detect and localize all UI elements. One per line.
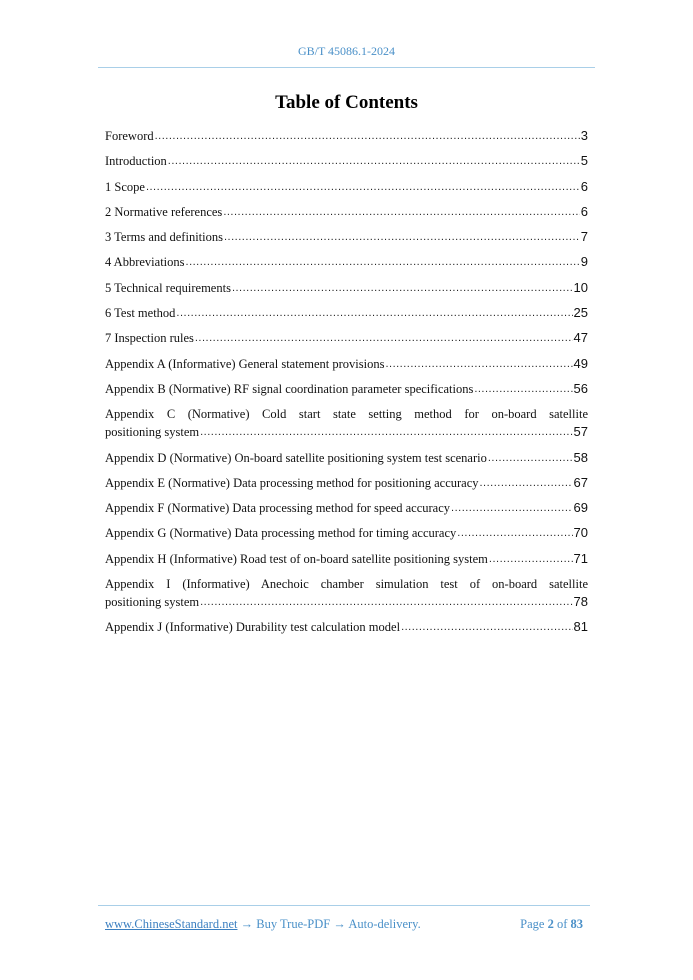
toc-entry-label: Introduction: [105, 154, 167, 169]
toc-entry-label-continued: positioning system: [105, 425, 200, 440]
toc-entry-test-method[interactable]: [105, 304, 588, 322]
toc-entry-label: 4 Abbreviations: [105, 255, 185, 270]
current-page-number: 2: [547, 917, 554, 931]
toc-entry-label-continued: positioning system: [105, 595, 200, 610]
leader-dots: [401, 618, 572, 636]
toc-entry-page: 58: [573, 449, 588, 465]
page-label: Page: [520, 917, 545, 931]
toc-entry-label: Appendix J (Informative) Durability test calculation model: [105, 620, 401, 635]
toc-entry-label: 7 Inspection rules: [105, 331, 194, 346]
toc-entry-normative-references[interactable]: [105, 203, 588, 221]
leader-dots: [195, 329, 573, 347]
toc-entry-label: 1 Scope: [105, 179, 145, 194]
leader-dots: [176, 304, 572, 322]
toc-entry-label: 3 Terms and definitions: [105, 230, 223, 245]
toc-entry-label: Appendix H (Informative) Road test of on-board satellite positioning system: [105, 551, 488, 566]
leader-dots: [223, 203, 579, 221]
toc-entry-page: 25: [573, 305, 588, 321]
toc-entry-page: 78: [573, 594, 588, 610]
toc-entry-appendix-e[interactable]: [105, 474, 588, 492]
toc-entry-page: 81: [573, 619, 588, 635]
header-divider: [98, 67, 595, 68]
toc-entry-page: 10: [573, 279, 588, 295]
total-page-count: 83: [570, 917, 583, 931]
toc-entry-page: 5: [580, 153, 588, 169]
toc-entry-label: Appendix G (Normative) Data processing method for timing accuracy: [105, 526, 457, 541]
toc-entry-page: 9: [580, 254, 588, 270]
leader-dots: [474, 380, 572, 398]
toc-entry-page: 6: [580, 203, 588, 219]
toc-entry-inspection-rules[interactable]: [105, 329, 588, 347]
toc-entry-appendix-g[interactable]: [105, 524, 588, 542]
toc-entry-appendix-h[interactable]: [105, 550, 588, 568]
toc-entry-terms-definitions[interactable]: [105, 228, 588, 246]
toc-entry-label: Appendix D (Normative) On-board satellite positioning system test scenario: [105, 450, 487, 465]
toc-entry-page: 47: [573, 330, 588, 346]
site-link[interactable]: www.ChineseStandard.net: [105, 917, 238, 931]
toc-entry-page: 71: [573, 550, 588, 566]
leader-dots: [200, 423, 572, 441]
toc-entry-foreword[interactable]: [105, 127, 588, 145]
toc-entry-label: Appendix F (Normative) Data processing method for speed accuracy: [105, 501, 451, 516]
arrow-icon: →: [333, 917, 346, 931]
of-label: of: [556, 917, 568, 931]
toc-entry-label: Appendix E (Normative) Data processing method for positioning accuracy: [105, 475, 479, 490]
leader-dots: [489, 550, 573, 568]
toc-entry-label: Appendix I (Informative) Anechoic chamber simulation test of on-board satellite: [105, 577, 588, 592]
arrow-icon: →: [240, 917, 254, 931]
leader-dots: [457, 524, 572, 542]
toc-entry-appendix-j[interactable]: [105, 618, 588, 636]
leader-dots: [200, 593, 572, 611]
toc-entry-label: Appendix C (Normative) Cold start state setting method for on-board satellite: [105, 407, 588, 422]
leader-dots: [480, 474, 573, 492]
toc-entry-introduction[interactable]: [105, 152, 588, 170]
leader-dots: [488, 449, 573, 467]
toc-entry-appendix-d[interactable]: [105, 449, 588, 467]
toc-entry-label: 2 Normative references: [105, 204, 223, 219]
buy-true-pdf-link[interactable]: Buy True-PDF: [256, 917, 331, 931]
leader-dots: [451, 499, 573, 517]
leader-dots: [232, 279, 573, 297]
toc-entry-page: 67: [573, 474, 588, 490]
toc-entry-label: Appendix B (Normative) RF signal coordination parameter specifications: [105, 381, 474, 396]
toc-entry-page: 6: [580, 178, 588, 194]
toc-entry-abbreviations[interactable]: [105, 253, 588, 271]
leader-dots: [385, 355, 572, 373]
toc-entry-page: 7: [580, 229, 588, 245]
leader-dots: [155, 127, 580, 145]
leader-dots: [186, 253, 580, 271]
document-id-header: GB/T 45086.1-2024: [297, 44, 396, 58]
toc-entry-label: 6 Test method: [105, 306, 176, 321]
toc-entry-page: 69: [573, 500, 588, 516]
table-of-contents: [105, 127, 588, 644]
toc-entry-appendix-f[interactable]: [105, 499, 588, 517]
toc-entry-scope[interactable]: [105, 178, 588, 196]
leader-dots: [146, 178, 580, 196]
page-indicator: [520, 917, 583, 932]
footer-divider: [98, 905, 590, 906]
toc-entry-page: 3: [580, 128, 588, 143]
auto-delivery-text: Auto-delivery.: [348, 917, 421, 931]
toc-entry-label: 5 Technical requirements: [105, 280, 231, 295]
toc-entry-appendix-b[interactable]: [105, 380, 588, 398]
toc-entry-appendix-i[interactable]: [105, 575, 588, 611]
leader-dots: [168, 152, 580, 170]
toc-entry-page: 57: [573, 424, 588, 440]
toc-entry-technical-requirements[interactable]: [105, 279, 588, 297]
toc-entry-page: 56: [573, 380, 588, 396]
toc-entry-appendix-a[interactable]: [105, 355, 588, 373]
toc-entry-appendix-c[interactable]: [105, 405, 588, 441]
toc-entry-page: 70: [573, 525, 588, 541]
toc-entry-label: Foreword: [105, 129, 154, 143]
page-title: Table of Contents: [275, 92, 418, 113]
toc-entry-page: 49: [573, 355, 588, 371]
leader-dots: [224, 228, 580, 246]
toc-entry-label: Appendix A (Informative) General statement provisions: [105, 356, 385, 371]
footer-promo: [105, 917, 421, 932]
